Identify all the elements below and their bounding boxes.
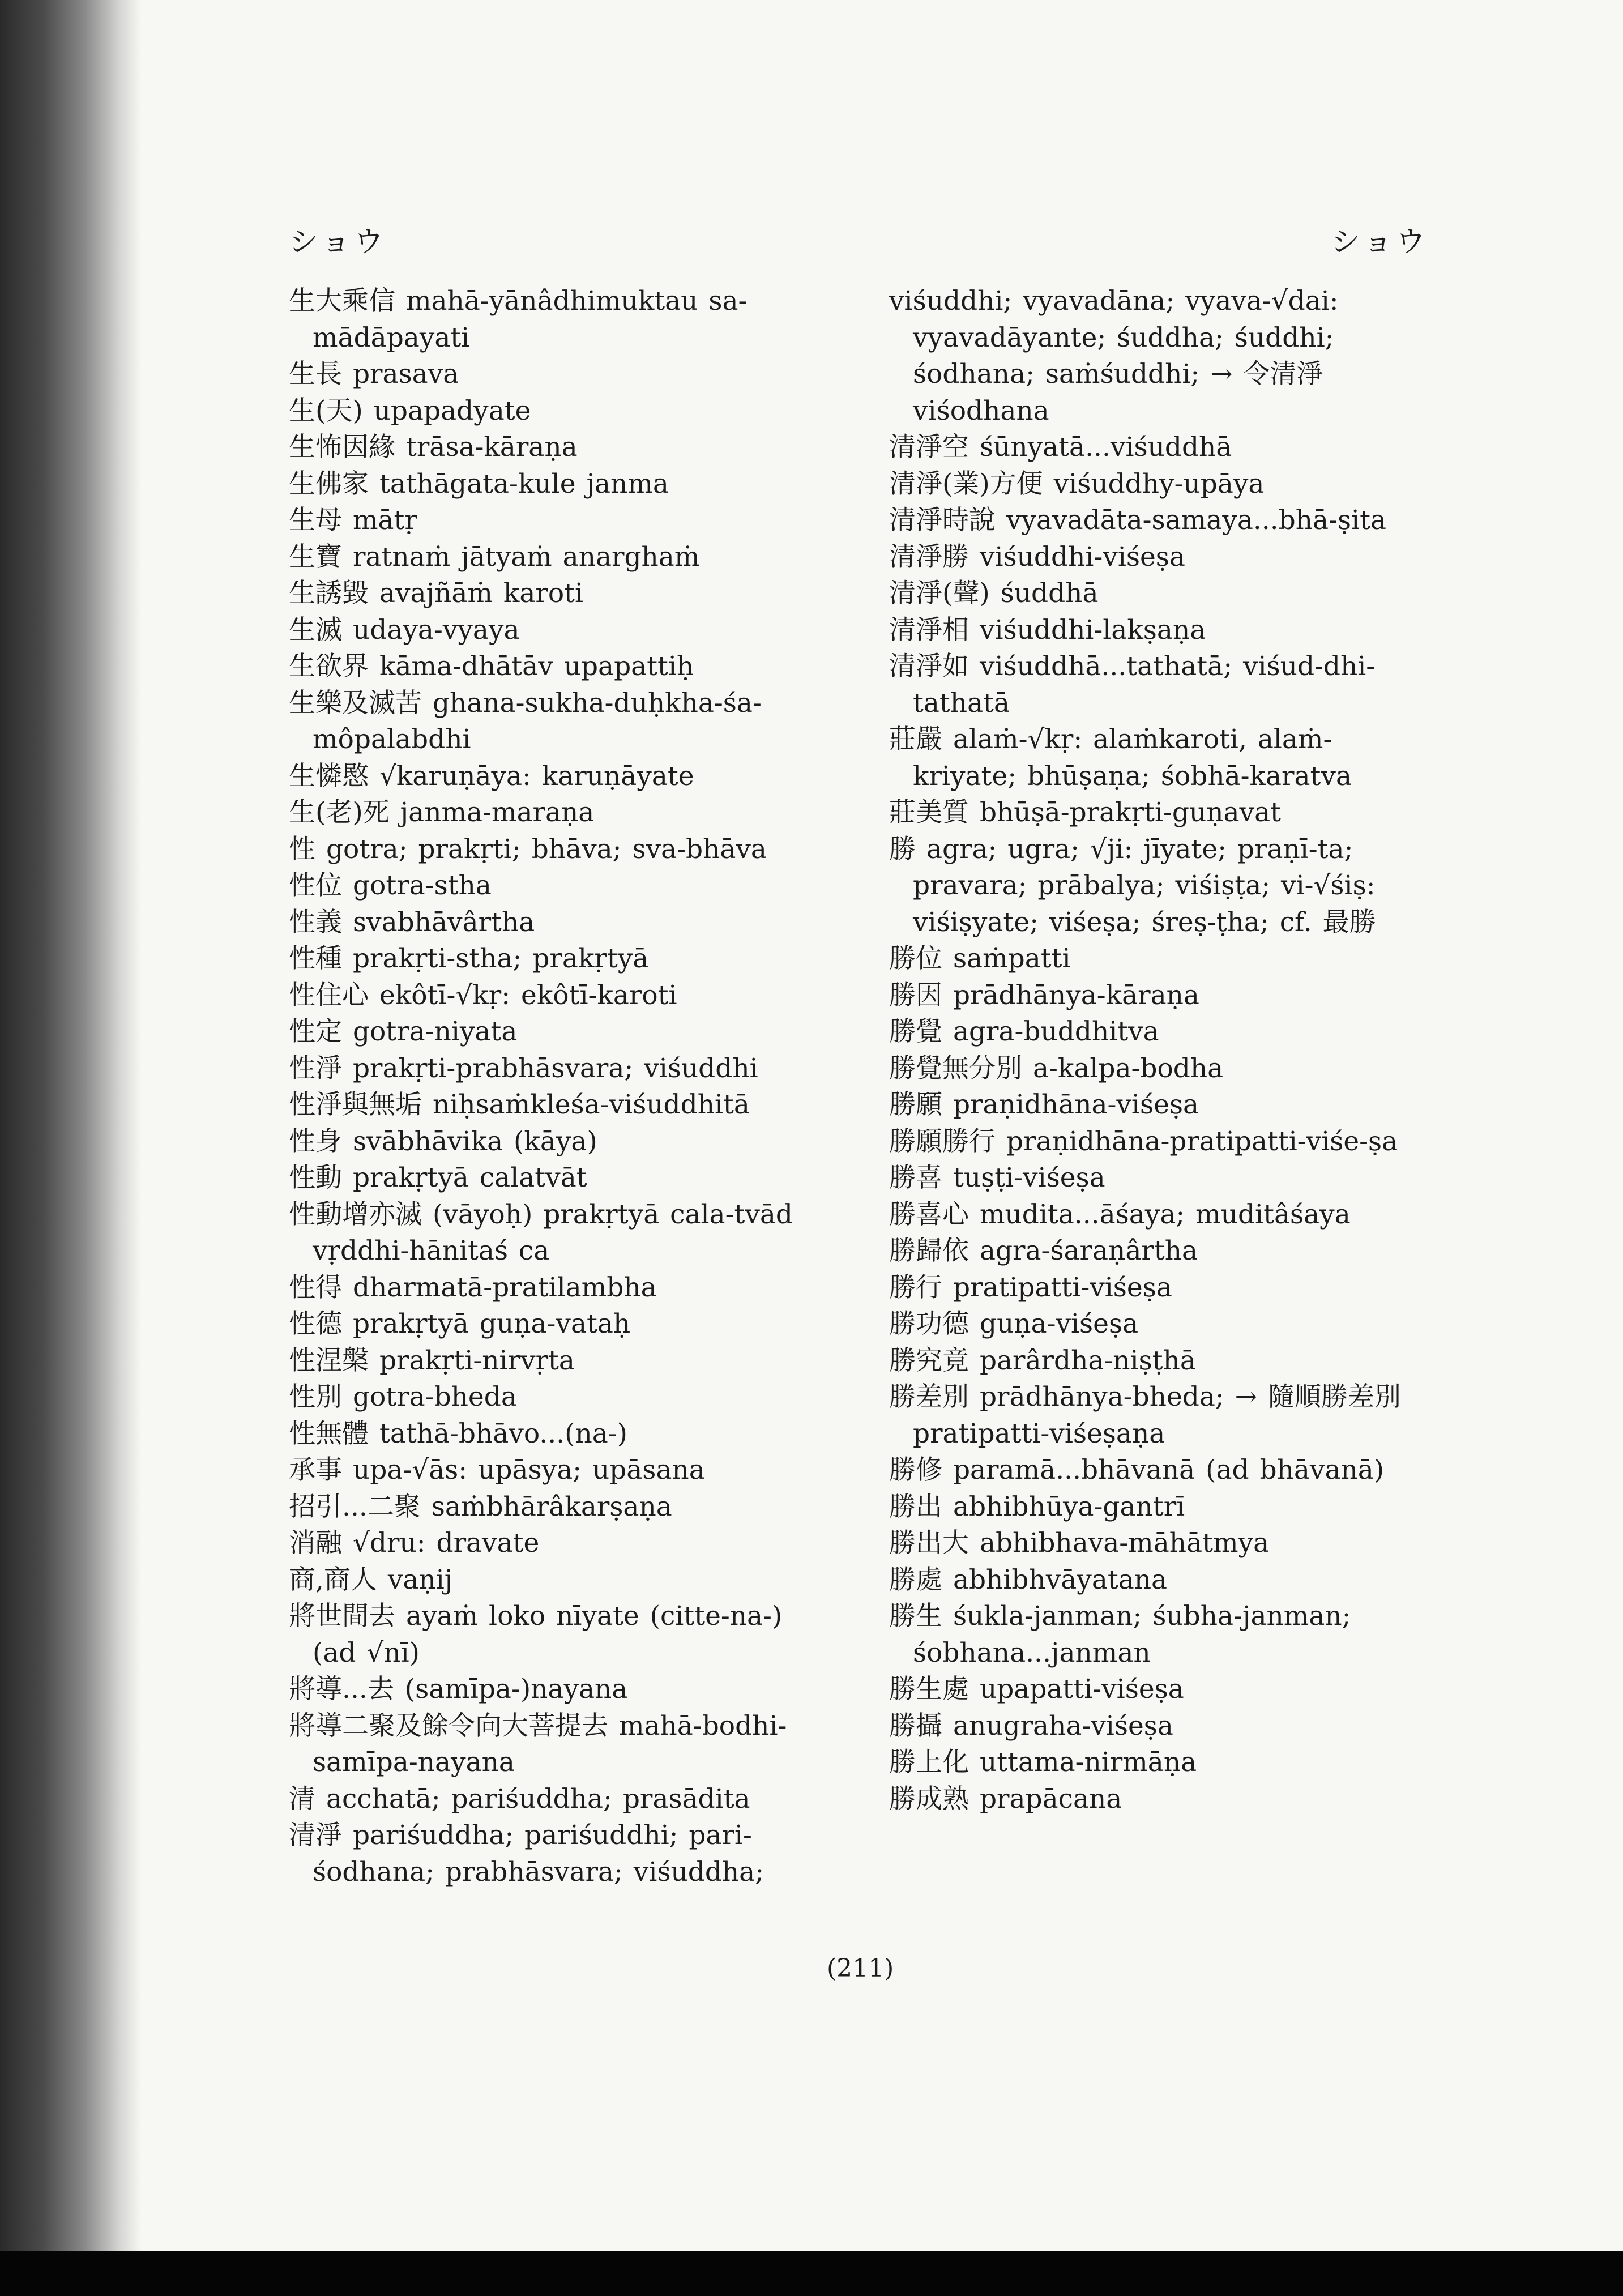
dictionary-entry: 清淨空 śūnyatā...viśuddhā — [889, 432, 1232, 463]
dictionary-entry: 承事 upa-√ās: upāsya; upāsana — [289, 1454, 705, 1486]
page-number: (211) — [827, 1954, 894, 1983]
dictionary-entry: 性別 gotra-bheda — [289, 1381, 517, 1412]
dictionary-entry: 勝願勝行 praṇidhāna-pratipatti-viśe-ṣa — [889, 1125, 1398, 1157]
dictionary-entry: 將世間去 ayaṁ loko nīyate (citte-na-) (ad √nī) — [289, 1601, 783, 1668]
dictionary-entry: 清淨如 viśuddhā...tathatā; viśud-dhi-tathatā — [889, 651, 1376, 719]
dictionary-entry: 性義 svabhāvârtha — [289, 906, 535, 938]
dictionary-entry: 莊嚴 alaṁ-√kṛ: alaṁkaroti, alaṁ-kriyate; bhūṣaṇa; śobhā-karatva — [889, 724, 1352, 792]
dictionary-entry: 生樂及滅苦 ghana-sukha-duḥkha-śa-môpalabdhi — [289, 687, 762, 755]
dictionary-entry: 生母 mātṛ — [289, 505, 417, 536]
scan-bottom-edge — [0, 2251, 1623, 2296]
dictionary-entry: 性動增亦滅 (vāyoḥ) prakṛtyā cala-tvād vṛddhi-hānitaś ca — [289, 1198, 793, 1266]
dictionary-entry: 勝修 paramā...bhāvanā (ad bhāvanā) — [889, 1454, 1385, 1486]
dictionary-entry: 性住心 ekôtī-√kṛ: ekôtī-karoti — [289, 979, 677, 1011]
dictionary-entry: 勝願 praṇidhāna-viśeṣa — [889, 1089, 1199, 1120]
dictionary-entry: 勝出 abhibhūya-gantrī — [889, 1491, 1185, 1522]
dictionary-entry: 勝位 saṁpatti — [889, 943, 1071, 974]
dictionary-entry: 勝出大 abhibhava-māhātmya — [889, 1527, 1270, 1559]
dictionary-entry: 勝差別 prādhānya-bheda; → 隨順勝差別 pratipatti-viśeṣaṇa — [889, 1381, 1401, 1449]
dictionary-entry: 勝處 abhibhvāyatana — [889, 1564, 1168, 1595]
dictionary-entry: 招引...二聚 saṁbhārâkarṣaṇa — [289, 1491, 672, 1522]
dictionary-entry: 性淨與無垢 niḥsaṁkleśa-viśuddhitā — [289, 1089, 750, 1120]
dictionary-entry: 清淨相 viśuddhi-lakṣaṇa — [889, 614, 1206, 646]
dictionary-entry: 生(天) upapadyate — [289, 395, 531, 426]
dictionary-entry: 商,商人 vaṇij — [289, 1564, 453, 1595]
dictionary-entry: 性身 svābhāvika (kāya) — [289, 1125, 597, 1157]
dictionary-entry: 勝成熟 prapācana — [889, 1783, 1122, 1815]
dictionary-entry: 清 acchatā; pariśuddha; prasādita — [289, 1783, 750, 1815]
dictionary-entry: 清淨時說 vyavadāta-samaya...bhā-ṣita — [889, 505, 1386, 536]
dictionary-entry: 莊美質 bhūṣā-prakṛti-guṇavat — [889, 797, 1282, 828]
dictionary-entry: 生誘毀 avajñāṁ karoti — [289, 578, 584, 609]
dictionary-entry: 勝行 pratipatti-viśeṣa — [889, 1271, 1172, 1303]
dictionary-entry: 生佛家 tathāgata-kule janma — [289, 468, 669, 500]
dictionary-entry: 性種 prakṛti-stha; prakṛtyā — [289, 943, 649, 974]
running-head-right: ショウ — [1331, 225, 1429, 259]
dictionary-entry: 性定 gotra-niyata — [289, 1016, 518, 1047]
running-head-left: ショウ — [289, 225, 387, 259]
dictionary-entry: 勝生 śukla-janman; śubha-janman; śobhana...janman — [889, 1601, 1351, 1668]
dictionary-entry: 勝上化 uttama-nirmāṇa — [889, 1747, 1197, 1778]
dictionary-entry: 性 gotra; prakṛti; bhāva; sva-bhāva — [289, 833, 767, 865]
dictionary-entry: 清淨(業)方便 viśuddhy-upāya — [889, 468, 1265, 500]
dictionary-entry: 勝攝 anugraha-viśeṣa — [889, 1710, 1173, 1742]
dictionary-entry: 勝因 prādhānya-kāraṇa — [889, 979, 1199, 1011]
dictionary-entry: 生大乘信 mahā-yānâdhimuktau sa-mādāpayati — [289, 285, 748, 353]
dictionary-entry: 性淨 prakṛti-prabhāsvara; viśuddhi — [289, 1052, 758, 1084]
dictionary-entry: 勝究竟 parârdha-niṣṭhā — [889, 1345, 1196, 1376]
dictionary-entry: 勝覺 agra-buddhitva — [889, 1016, 1159, 1047]
dictionary-entry: viśuddhi; vyavadāna; vyava-√dai: vyavadāyante; śuddha; śuddhi; śodhana; saṁśuddhi; → 令清淨 viśodhana — [889, 285, 1339, 426]
dictionary-entry: 性得 dharmatā-pratilambha — [289, 1271, 657, 1303]
dictionary-entry: 將導二聚及餘令向大菩提去 mahā-bodhi-samīpa-nayana — [289, 1710, 787, 1778]
dictionary-entry: 勝覺無分別 a-kalpa-bodha — [889, 1052, 1224, 1084]
dictionary-entry: 勝歸依 agra-śaraṇârtha — [889, 1235, 1198, 1266]
dictionary-entry: 性無體 tathā-bhāvo...(na-) — [289, 1418, 627, 1449]
dictionary-entry: 將導...去 (samīpa-)nayana — [289, 1674, 628, 1705]
dictionary-entry: 勝喜 tuṣṭi-viśeṣa — [889, 1162, 1105, 1193]
dictionary-entry: 生欲界 kāma-dhātāv upapattiḥ — [289, 651, 694, 682]
dictionary-entry: 清淨勝 viśuddhi-viśeṣa — [889, 541, 1185, 573]
left-column — [289, 283, 832, 1890]
dictionary-entry: 性位 gotra-stha — [289, 870, 492, 901]
dictionary-entry: 生(老)死 janma-maraṇa — [289, 797, 595, 828]
dictionary-entry: 生長 prasava — [289, 359, 459, 390]
dictionary-entry: 勝喜心 mudita...āśaya; muditâśaya — [889, 1198, 1351, 1230]
dictionary-entry: 勝 agra; ugra; √ji: jīyate; praṇī-ta; pravara; prābalya; viśiṣṭa; vi-√śiṣ: viśiṣyate; viśeṣa; śreṣ-ṭha; cf. 最勝 — [889, 833, 1376, 938]
dictionary-entry: 性德 prakṛtyā guṇa-vataḥ — [289, 1308, 631, 1339]
dictionary-entry: 生憐愍 √karuṇāya: karuṇāyate — [289, 760, 694, 792]
dictionary-entry: 生寶 ratnaṁ jātyaṁ anarghaṁ — [289, 541, 700, 573]
dictionary-entry: 性涅槃 prakṛti-nirvṛta — [289, 1345, 575, 1376]
dictionary-entry: 生滅 udaya-vyaya — [289, 614, 520, 646]
dictionary-entry: 勝功德 guṇa-viśeṣa — [889, 1308, 1139, 1339]
dictionary-entry: 清淨 pariśuddha; pariśuddhi; pari-śodhana; prabhāsvara; viśuddha; — [289, 1820, 764, 1888]
dictionary-entry: 清淨(聲) śuddhā — [889, 578, 1099, 609]
right-column — [889, 283, 1433, 1817]
dictionary-entry: 性動 prakṛtyā calatvāt — [289, 1162, 587, 1193]
dictionary-entry: 生怖因緣 trāsa-kāraṇa — [289, 432, 578, 463]
scan-shadow-edge — [0, 0, 142, 2296]
dictionary-entry: 消融 √dru: dravate — [289, 1527, 540, 1559]
dictionary-entry: 勝生處 upapatti-viśeṣa — [889, 1674, 1184, 1705]
